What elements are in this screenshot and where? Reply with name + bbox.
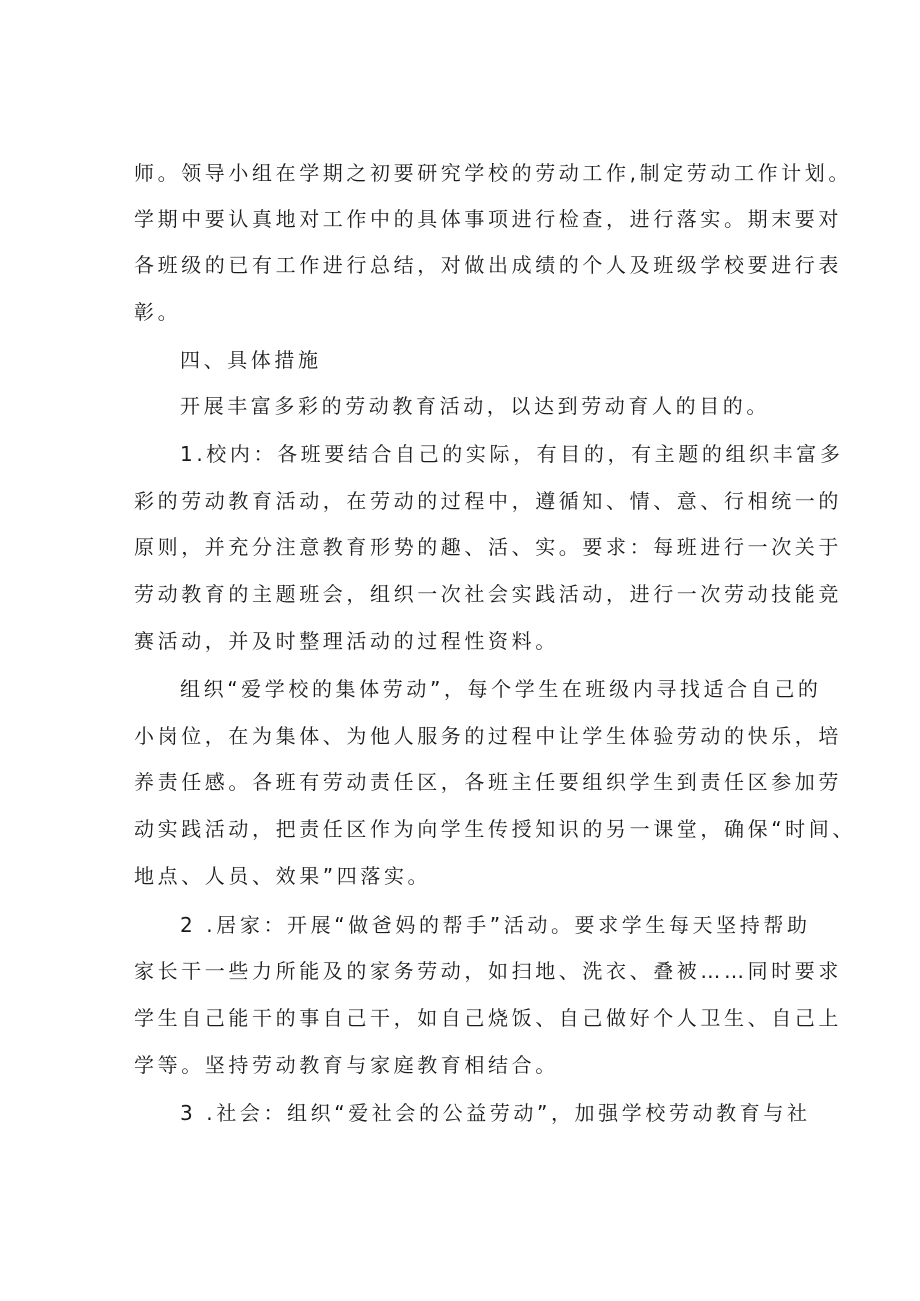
text-line: 开展丰富多彩的劳动教育活动，以达到劳动育人的目的。 bbox=[180, 394, 770, 418]
text-line: 原则，并充分注意教育形势的趣、活、实。要求：每班进行一次关于 bbox=[134, 535, 842, 559]
text-line: 动实践活动，把责任区作为向学生传授知识的另一课堂，确保“时间、 bbox=[134, 817, 856, 841]
text-line: 师。领导小组在学期之初要研究学校的劳动工作,制定劳动工作计划。 bbox=[134, 161, 852, 185]
text-line: 1.校内：各班要结合自己的实际，有目的，有主题的组织丰富多 bbox=[180, 442, 844, 466]
text-line: 学生自己能干的事自己干，如自己烧饭、自己做好个人卫生、自己上 bbox=[134, 1006, 842, 1030]
text-line: 各班级的已有工作进行总结，对做出成绩的个人及班级学校要进行表 bbox=[134, 253, 842, 277]
text-line: 2 .居家：开展“做爸妈的帮手”活动。要求学生每天坚持帮助 bbox=[180, 913, 811, 937]
text-line: 学等。坚持劳动教育与家庭教育相结合。 bbox=[134, 1053, 559, 1077]
text-line: 组织“爱学校的集体劳动”，每个学生在班级内寻找适合自己的 bbox=[180, 677, 822, 701]
text-line: 赛活动，并及时整理活动的过程性资料。 bbox=[134, 629, 559, 653]
text-line: 彩的劳动教育活动，在劳动的过程中，遵循知、情、意、行相统一的 bbox=[134, 489, 842, 513]
text-line: 小岗位，在为集体、为他人服务的过程中让学生体验劳动的快乐，培 bbox=[134, 724, 842, 748]
text-line: 地点、人员、效果”四落实。 bbox=[134, 864, 432, 888]
section-heading: 四、具体措施 bbox=[180, 348, 322, 372]
text-line: 养责任感。各班有劳动责任区，各班主任要组织学生到责任区参加劳 bbox=[134, 770, 842, 794]
text-line: 学期中要认真地对工作中的具体事项进行检查，进行落实。期末要对 bbox=[134, 207, 842, 231]
text-line: 家长干一些力所能及的家务劳动，如扫地、洗衣、叠被……同时要求 bbox=[134, 959, 842, 983]
text-line: 劳动教育的主题班会，组织一次社会实践活动，进行一次劳动技能竞 bbox=[134, 582, 842, 606]
text-line: 彰。 bbox=[134, 300, 182, 324]
text-line: 3 .社会：组织“爱社会的公益劳动”，加强学校劳动教育与社 bbox=[180, 1101, 811, 1125]
